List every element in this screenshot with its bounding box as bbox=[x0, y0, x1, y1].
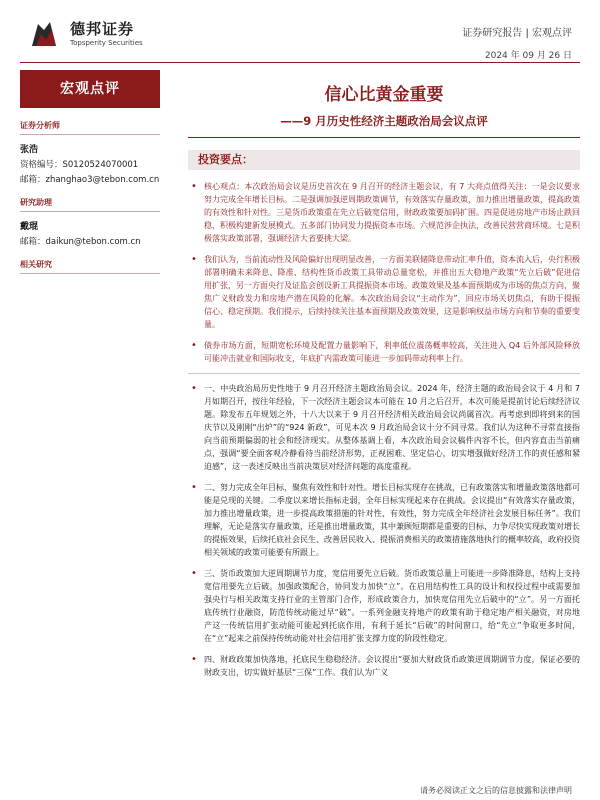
assistant-name: 戴琨 bbox=[20, 222, 39, 232]
analyst-license: 资格编号：S0120524070001 bbox=[20, 160, 139, 170]
title-divider bbox=[188, 137, 580, 138]
key-points bbox=[188, 180, 580, 679]
page-title: 信心比黄金重要 bbox=[324, 85, 444, 105]
list-item bbox=[188, 382, 580, 473]
bullet-icon: • bbox=[191, 568, 197, 579]
analyst-email[interactable]: 邮箱：zhanghao3@tebon.com.cn bbox=[20, 175, 160, 185]
list-item bbox=[188, 339, 580, 365]
section-heading: 投资要点： bbox=[188, 150, 580, 170]
bullet-icon: • bbox=[191, 340, 197, 351]
point-text: 核心观点：本次政治局会议是历史首次在 9 月召开的经济主题会议，有 7 大亮点值得关注：一是会议要求努力完成全年增长目标。二是强调加强逆周期政策调节，有效落实存量政策，加力推出增量政策，提高政策的有效性和针对性。三是货币政策重在先立后破宽信用，财政政策要加码扩围。四是促进房地产市场止跌回稳，积极构建新发展模式。五多部门协同发力提振资本市场。六规范涉企执法，改善民营营商环境。七是积极落实政策部署，强调经济大省要挑大梁。 bbox=[204, 182, 580, 243]
point-text: 二、努力完成全年目标，聚焦有效性和针对性。增长目标实现存在挑战，已有政策落实和增量政策落地都可能是兑现的关键。二季度以来增长指标走弱，全年目标实现起来存在挑战。会议提出“有效落实存量政策，加力推出增量政策，进一步提高政策措施的针对性、有效性，努力完成全年经济社会发展目标任务”。我们理解，无论是落实存量政策，还是推出增量政策，其中兼顾短期都是重要的目标，力争尽快实现政策对增长的提振效果，后续托底社会民生、改善居民收入、提振消费相关的政策措施落地执行的概率较高，政府投资相关领域的政策可能要有所跟上。 bbox=[204, 483, 580, 557]
list-item bbox=[188, 180, 580, 245]
main-content bbox=[188, 70, 580, 687]
report-category-tag: 宏观点评 bbox=[20, 70, 160, 108]
point-text: 三、货币政策加大逆周期调节力度，宽信用要先立后破。货币政策总量上可能进一步降准降息，结构上支持宽信用要先立后破。加强政策配合，协同发力加快“立”。在启用结构性工具的设计和权投过程中或需要加强央行与相关政策支持行业的主管部门合作，形成政策合力，加快宽信用先立后破中的“立”。另一方面托底传统行业融资，防范传统动能过早“破”。一系列金融支持地产的政策有助于稳定地产相关融资，对房地产这一传统信用扩张动能可能起到托底作用，有利于延长“后破”的时间窗口，给“先立”争取更多时间，在“立”起来之前保持传统动能对社会信用扩张支撑力度的阶段性稳定。 bbox=[204, 569, 580, 643]
list-item bbox=[188, 567, 580, 645]
footer-disclaimer: 请务必阅读正文之后的信息披露和法律声明 bbox=[420, 786, 572, 795]
bullet-icon: • bbox=[191, 254, 197, 265]
point-text: 我们认为，当前流动性及风险偏好出现明显改善，一方面美联储降息带动汇率升值，资本流入后，央行积极部署明确未来降息、降准、结构性货币政策工具带动总量宽松，并推出五大稳地产政策“先立后破”促进信用扩张，另一方面央行及证监会创设新工具提振资本市场。政策效果及基本面预期成为市场的焦点方向，聚焦广义财政发力和房地产潜在风险的化解。本次政治局会议“主动作为”，回应市场关切焦点，有助于提振信心、稳定预期。我们提示，后续持续关注基本面预期及政策效果，这是影响权益市场方向和节奏的重要变量。 bbox=[204, 255, 580, 329]
analyst-name: 张浩 bbox=[20, 145, 39, 155]
sidebar bbox=[20, 70, 180, 790]
assistant-email[interactable]: 邮箱：daikun@tebon.com.cn bbox=[20, 237, 141, 247]
point-text: 一、中央政治局历史性地于 9 月召开经济主题政治局会议。2024 年，经济主题的政治局会议于 4 月和 7 月如期召开，按往年经验，下一次经济主题会议本可能在 10 月之后召开，本次可能是提前讨论后续经济议题。除发布五年规划之外，十八大以来于 9 月召开经济相关政治局会议尚属首次。再考虑到即将到来的国庆节以及刚刚“出炉”的“924 新政”，可见本次 9 月政治局会议十分不同寻常。我们认为这种不寻常直接指向当前预期偏弱的社会和经济现实。从整体基调上看，本次政治局会议稿件内容不长，但内容直击当前痛点，强调“要全面客观冷静看待当前经济形势，正视困难、坚定信心，切实增强做好经济工作的责任感和紧迫感”，这一表述反映出当前决策层对经济问题的高度重视。 bbox=[204, 384, 580, 471]
bullet-icon: • bbox=[191, 482, 197, 493]
document-type: 证券研究报告 | 宏观点评 bbox=[462, 28, 572, 39]
header-divider bbox=[20, 62, 580, 63]
analyst-heading: 证券分析师 bbox=[20, 120, 160, 135]
list-item bbox=[188, 481, 580, 559]
related-research-heading: 相关研究 bbox=[20, 259, 160, 274]
page-subtitle: ——9 月历史性经济主题政治局会议点评 bbox=[280, 114, 488, 128]
point-text: 债券市场方面，短期宽松环境及配置力量影响下，利率低位震荡概率较高，关注进入 Q4 后外部风险释放可能冲击就业和国际收支，年底扩内需政策可能进一步加码带动利率上行。 bbox=[204, 341, 580, 363]
list-item bbox=[188, 253, 580, 331]
bullet-icon: • bbox=[191, 383, 197, 394]
point-text: 四、财政政策加快落地，托底民生稳稳经济。会议提出“要加大财政货币政策逆周期调节力度，保证必要的财政支出，切实做好基层“三保”工作。我们认为广义 bbox=[204, 655, 580, 677]
company-logo-icon bbox=[26, 16, 62, 52]
brand-english-name: Topsperity Securities bbox=[70, 39, 143, 47]
report-header bbox=[0, 0, 600, 62]
assistant-heading: 研究助理 bbox=[20, 197, 160, 212]
bullet-icon: • bbox=[191, 654, 197, 665]
bullet-icon: • bbox=[191, 181, 197, 192]
report-date: 2024 年 09 月 26 日 bbox=[484, 51, 572, 61]
brand-name: 德邦证券 bbox=[70, 20, 135, 38]
list-item bbox=[188, 653, 580, 679]
divider bbox=[188, 373, 580, 374]
